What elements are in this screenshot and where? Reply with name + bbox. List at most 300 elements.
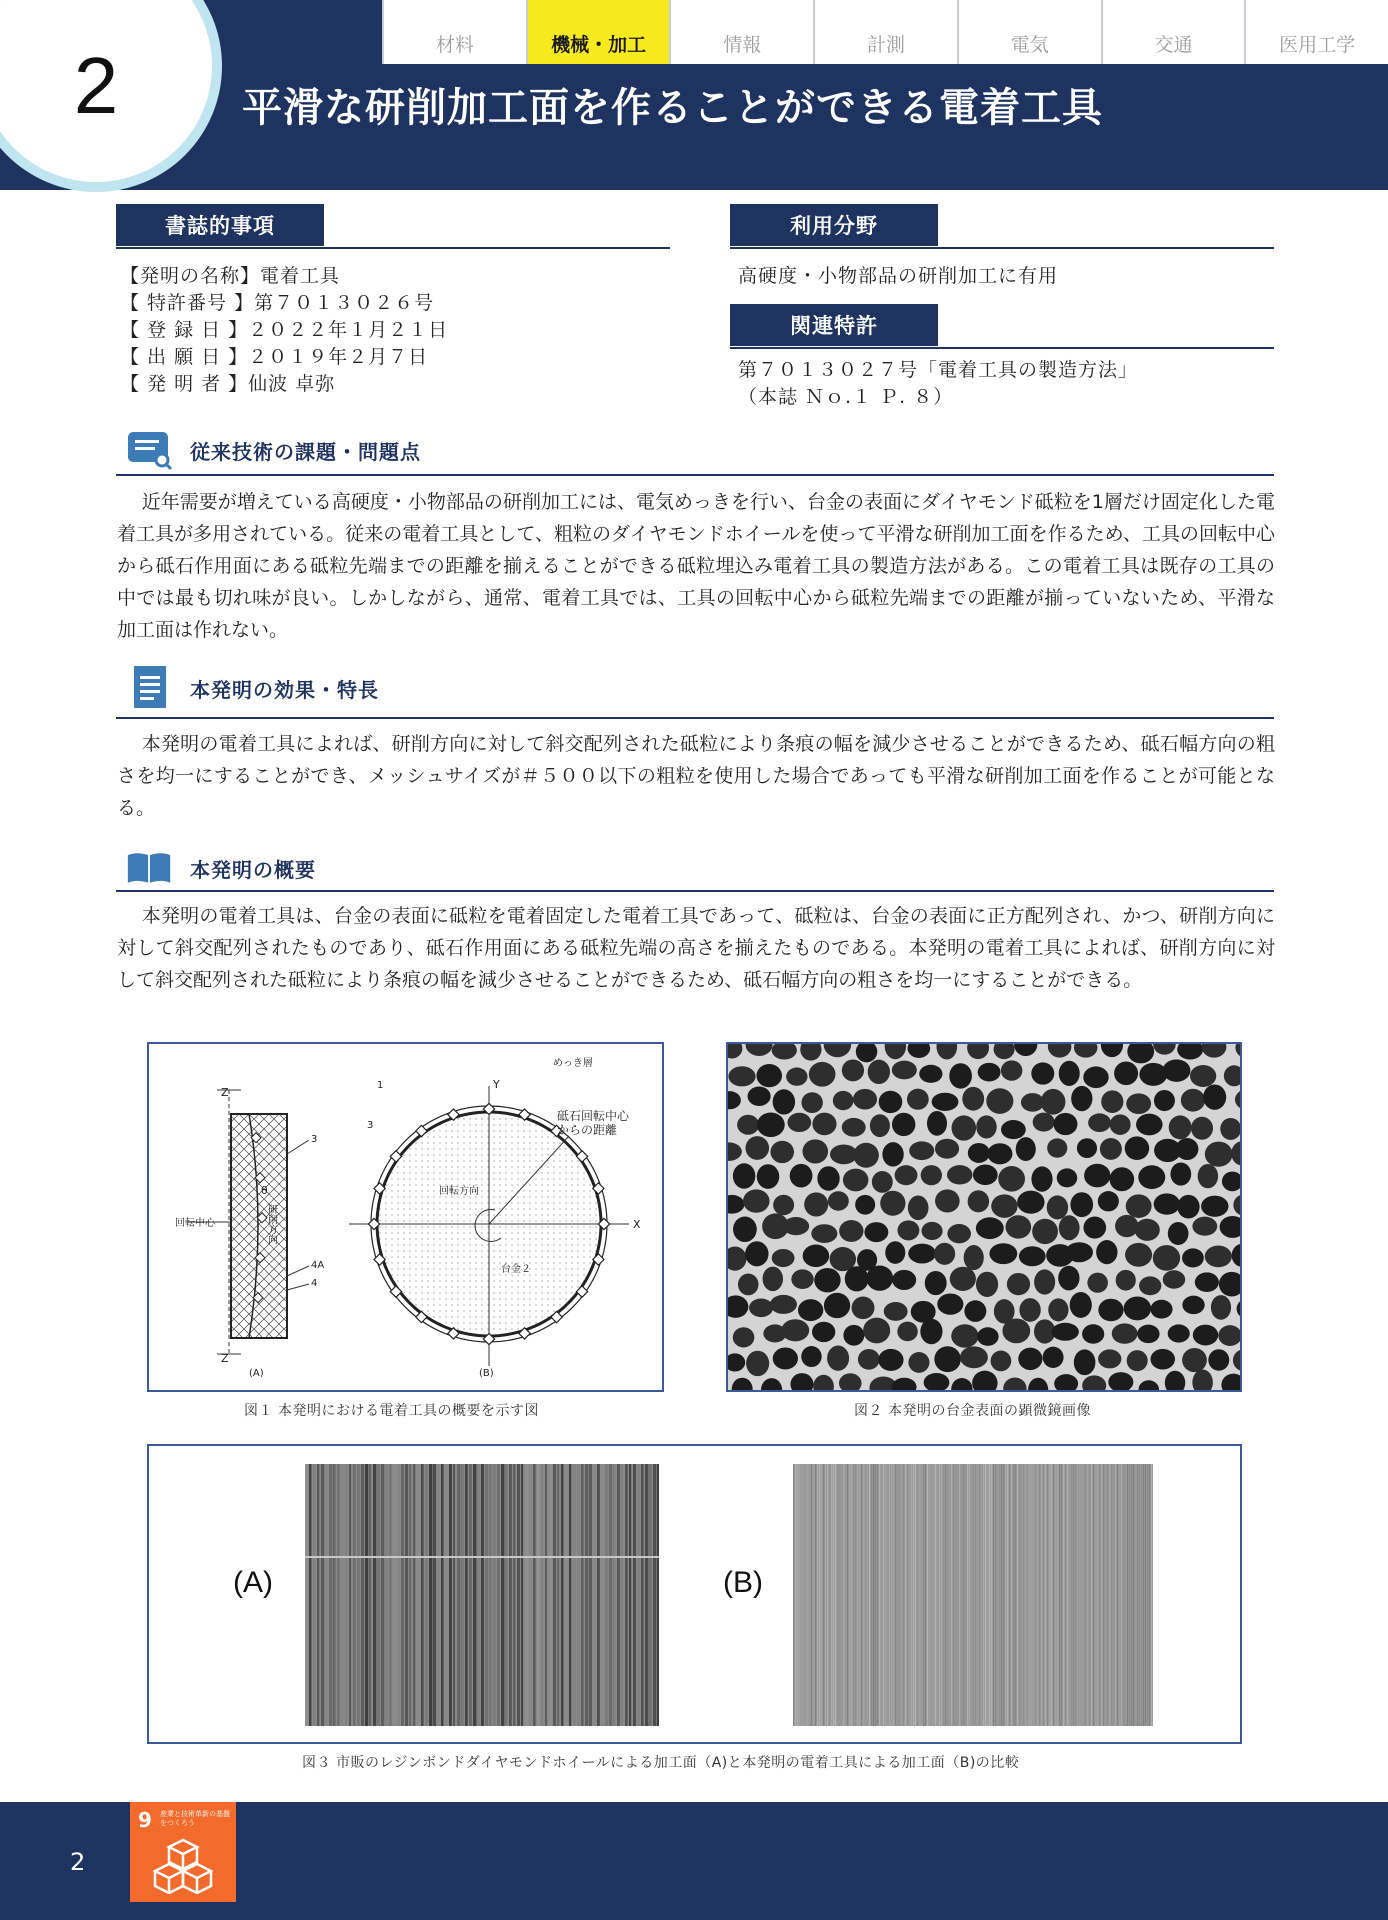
fine-stripe [903, 1464, 904, 1726]
fine-stripe [973, 1464, 974, 1726]
grain-spot [1001, 1120, 1026, 1139]
fine-stripe [913, 1464, 914, 1726]
grain-spot [1116, 1270, 1136, 1291]
usage-rule [730, 247, 1274, 249]
grain-spot [853, 1143, 879, 1168]
fig1-z-top: Z [221, 1086, 229, 1099]
groove-stripe [437, 1464, 440, 1726]
fine-stripe [965, 1464, 966, 1726]
fine-stripe [971, 1464, 972, 1726]
grain-spot [1198, 1164, 1218, 1188]
fine-stripe [1045, 1464, 1046, 1726]
grain-spot [728, 1353, 745, 1371]
grain-spot [790, 1164, 813, 1188]
grain-spot [882, 1142, 903, 1166]
grain-spot [1224, 1065, 1240, 1086]
groove-stripe [317, 1464, 319, 1726]
groove-stripe [469, 1464, 472, 1726]
grain-spot [976, 1115, 997, 1138]
grain-spot [934, 1346, 961, 1372]
grain-spot [936, 1044, 957, 1060]
grain-spot [1176, 1138, 1199, 1160]
figure3-caption: 図３ 市販のレジンボンドダイヤモンドホイールによる加工面（A)と本発明の電着工具による加工面（B)の比較 [302, 1755, 1020, 1771]
groove-stripe [329, 1464, 332, 1726]
groove-stripe [609, 1464, 612, 1726]
tab-measurement[interactable]: 計測 [813, 0, 957, 64]
groove-stripe [621, 1464, 623, 1726]
grain-spot [1235, 1044, 1240, 1059]
fine-stripe [947, 1464, 948, 1726]
grain-spot [728, 1066, 755, 1086]
grain-spot [1048, 1298, 1068, 1321]
fine-stripe [1037, 1464, 1038, 1726]
grain-spot [968, 1143, 990, 1163]
fine-stripe [1061, 1464, 1062, 1726]
fine-stripe [877, 1464, 878, 1726]
figure1-box [147, 1042, 664, 1392]
grain-spot [790, 1373, 813, 1390]
grain-spot [1139, 1063, 1167, 1086]
surface-b-texture [793, 1464, 1153, 1726]
grain-spot [892, 1270, 916, 1290]
groove-stripe [553, 1464, 556, 1726]
grain-spot [949, 1063, 972, 1088]
groove-stripe [569, 1464, 571, 1726]
grain-spot [801, 1092, 822, 1113]
fig1-plating: めっき層 [553, 1058, 593, 1069]
related-text [738, 357, 1138, 411]
fine-stripe [929, 1464, 930, 1726]
grain-spot [1124, 1296, 1151, 1320]
fine-stripe [993, 1464, 994, 1726]
grain-spot [1002, 1318, 1030, 1343]
grain-spot [1100, 1138, 1122, 1160]
fine-stripe [1017, 1464, 1018, 1726]
grain-spot [868, 1060, 890, 1084]
groove-stripe [385, 1464, 388, 1726]
problem-heading-text: 従来技術の課題・問題点 [190, 439, 421, 464]
grain-spot [1043, 1347, 1064, 1368]
fine-stripe [983, 1464, 984, 1726]
bib-invention-name: 【発明の名称】電着工具 [120, 265, 341, 287]
grain-spot [908, 1195, 929, 1220]
grain-spot [870, 1114, 890, 1137]
problem-heading [126, 430, 421, 470]
fine-stripe [1039, 1464, 1040, 1726]
grain-spot [976, 1272, 998, 1297]
fine-stripe [961, 1464, 962, 1726]
grain-spot [925, 1271, 947, 1295]
fine-stripe [941, 1464, 942, 1726]
groove-stripe [625, 1464, 628, 1726]
fine-stripe [1097, 1464, 1098, 1726]
fine-stripe [1113, 1464, 1114, 1726]
grain-spot [1057, 1168, 1078, 1187]
grain-spot [1098, 1299, 1123, 1322]
grain-spot [927, 1111, 947, 1136]
tab-medical[interactable]: 医用工学 [1244, 0, 1388, 64]
groove-stripe [585, 1464, 588, 1726]
grain-spot [733, 1163, 755, 1188]
grain-spot [885, 1241, 905, 1264]
fine-stripe [1095, 1464, 1096, 1726]
grain-spot [839, 1373, 862, 1390]
groove-stripe [413, 1464, 415, 1726]
grain-spot [801, 1346, 821, 1367]
groove-stripe [481, 1464, 484, 1726]
grain-spot [732, 1378, 753, 1390]
grain-spot [804, 1192, 828, 1216]
search-document-icon [126, 430, 172, 470]
fine-stripe [867, 1464, 868, 1726]
grain-spot [1110, 1114, 1131, 1135]
fine-stripe [911, 1464, 912, 1726]
grain-spot [853, 1089, 877, 1110]
grain-spot [746, 1351, 769, 1376]
groove-stripe [357, 1464, 360, 1726]
grain-spot [1126, 1194, 1152, 1218]
groove-stripe [593, 1464, 595, 1726]
fine-stripe [1145, 1464, 1146, 1726]
grain-spot [1153, 1044, 1176, 1055]
fine-stripe [959, 1464, 960, 1726]
grain-spot [892, 1061, 917, 1080]
grain-spot [1082, 1375, 1106, 1390]
grain-spot [1168, 1324, 1190, 1342]
tab-materials[interactable]: 材料 [382, 0, 526, 64]
groove-stripe [649, 1464, 652, 1726]
fine-stripe [871, 1464, 872, 1726]
grain-spot [978, 1063, 1001, 1082]
groove-stripe [561, 1464, 563, 1726]
grain-spot [1182, 1348, 1207, 1372]
fine-stripe [887, 1464, 888, 1726]
fine-stripe [943, 1464, 944, 1726]
micrograph-texture [728, 1044, 1240, 1390]
fine-stripe [975, 1464, 976, 1726]
grain-spot [1211, 1295, 1231, 1320]
fine-stripe [1129, 1464, 1130, 1726]
grain-spot [728, 1246, 747, 1270]
fine-stripe [999, 1464, 1000, 1726]
groove-stripe [393, 1464, 395, 1726]
fine-stripe [893, 1464, 894, 1726]
figure1-caption: 図１ 本発明における電着工具の概要を示す図 [244, 1403, 539, 1419]
groove-stripe [633, 1464, 636, 1726]
grain-spot [1237, 1299, 1240, 1319]
grain-spot [897, 1322, 917, 1342]
groove-stripe [321, 1464, 324, 1726]
fine-stripe [813, 1464, 814, 1726]
related-patent: 第７０１３０２７号「電着工具の製造方法」 [738, 359, 1139, 381]
grain-spot [962, 1087, 984, 1111]
tab-information[interactable]: 情報 [669, 0, 813, 64]
groove-stripe [577, 1464, 580, 1726]
fig1-rotation-center: 回転中心 [175, 1218, 215, 1229]
grain-spot [1048, 1044, 1072, 1058]
grain-spot [1098, 1191, 1119, 1211]
grain-spot [737, 1115, 759, 1135]
grain-spot [738, 1274, 759, 1296]
effect-heading-text: 本発明の効果・特長 [190, 677, 379, 702]
fine-stripe [873, 1464, 874, 1726]
groove-stripe [409, 1464, 411, 1726]
problem-rule [116, 474, 1274, 476]
grain-spot [745, 1136, 769, 1160]
sdg-number: 9 [138, 1808, 152, 1832]
groove-stripe [629, 1464, 631, 1726]
effect-heading [126, 668, 379, 708]
fine-stripe [861, 1464, 862, 1726]
fine-stripe [1035, 1464, 1036, 1726]
grain-spot [803, 1245, 830, 1268]
grain-spot [964, 1245, 984, 1270]
fine-stripe [1065, 1464, 1066, 1726]
groove-stripe [349, 1464, 351, 1726]
groove-stripe [645, 1464, 648, 1726]
tab-electric[interactable]: 電気 [957, 0, 1101, 64]
bib-inventor: 【 発 明 者 】仙波 卓弥 [120, 373, 336, 395]
bib-registration-date: 【 登 録 日 】２０２２年１月２１日 [120, 319, 449, 341]
groove-stripe [517, 1464, 520, 1726]
fine-stripe [863, 1464, 864, 1726]
fine-stripe [935, 1464, 936, 1726]
grain-spot [1032, 1219, 1058, 1244]
grain-spot [1127, 1044, 1154, 1063]
fine-stripe [1059, 1464, 1060, 1726]
grain-spot [1066, 1242, 1093, 1262]
fine-stripe [833, 1464, 834, 1726]
grain-spot [907, 1089, 929, 1110]
fine-stripe [1005, 1464, 1006, 1726]
groove-stripe [541, 1464, 543, 1726]
fine-stripe [851, 1464, 852, 1726]
groove-stripe [509, 1464, 512, 1726]
grain-spot [1135, 1219, 1160, 1241]
fine-stripe [829, 1464, 830, 1726]
fine-stripe [1029, 1464, 1030, 1726]
grain-spot [1084, 1164, 1110, 1188]
grain-spot [1007, 1273, 1030, 1295]
grain-spot [1181, 1089, 1205, 1112]
fine-stripe [1051, 1464, 1052, 1726]
grain-spot [947, 1224, 971, 1243]
fine-stripe [917, 1464, 918, 1726]
fine-stripe [865, 1464, 866, 1726]
fine-stripe [839, 1464, 840, 1726]
fine-stripe [1025, 1464, 1026, 1726]
fine-stripe [1139, 1464, 1140, 1726]
fine-stripe [905, 1464, 906, 1726]
grain-spot [1125, 1136, 1150, 1160]
fig1-dist-line1: 砥石回転中心 [557, 1109, 630, 1123]
fine-stripe [1007, 1464, 1008, 1726]
page-number: 2 [70, 1848, 86, 1876]
grain-spot [1218, 1325, 1240, 1346]
grain-spot [1192, 1217, 1217, 1236]
fine-stripe [823, 1464, 824, 1726]
fine-stripe [1049, 1464, 1050, 1726]
fine-stripe [879, 1464, 880, 1726]
grain-spot [1208, 1349, 1229, 1371]
groove-stripe [405, 1464, 408, 1726]
grain-spot [1153, 1245, 1180, 1271]
usage-text [738, 263, 1058, 290]
grain-spot [1077, 1138, 1097, 1158]
fine-stripe [1079, 1464, 1080, 1726]
fine-stripe [843, 1464, 844, 1726]
grain-spot [1074, 1044, 1098, 1058]
grain-spot [880, 1191, 905, 1216]
grain-spot [1016, 1137, 1036, 1161]
grain-spot [728, 1295, 748, 1317]
grain-spot [800, 1044, 821, 1061]
grain-spot [863, 1318, 890, 1344]
figure2-caption: 図２ 本発明の台金表面の顕微鏡画像 [854, 1403, 1091, 1419]
grain-spot [855, 1195, 875, 1215]
groove-stripe [421, 1464, 424, 1726]
fine-stripe [957, 1464, 958, 1726]
fine-stripe [885, 1464, 886, 1726]
grain-spot [786, 1067, 807, 1085]
groove-stripe [305, 1464, 308, 1726]
fine-stripe [937, 1464, 938, 1726]
fine-stripe [1089, 1464, 1090, 1726]
fine-stripe [1013, 1464, 1014, 1726]
overview-heading-text: 本発明の概要 [190, 857, 316, 882]
fine-stripe [931, 1464, 932, 1726]
grain-spot [828, 1191, 849, 1210]
grain-spot [879, 1091, 903, 1113]
grain-spot [964, 1300, 986, 1322]
groove-stripe [573, 1464, 576, 1726]
fine-stripe [1075, 1464, 1076, 1726]
grain-spot [1021, 1093, 1044, 1112]
groove-stripe [581, 1464, 584, 1726]
fine-stripe [1123, 1464, 1124, 1726]
grain-spot [1041, 1089, 1066, 1115]
groove-stripe [497, 1464, 500, 1726]
sdg-goal-badge [130, 1802, 236, 1902]
grain-spot [745, 1241, 768, 1266]
related-rule [730, 347, 1274, 349]
grain-spot [1059, 1215, 1080, 1240]
grain-spot [770, 1141, 794, 1163]
groove-stripe [345, 1464, 347, 1726]
groove-stripe [521, 1464, 523, 1726]
grain-spot [973, 1164, 998, 1185]
bib-patent-number: 【 特許番号 】第７０１３０２６号 [120, 292, 435, 314]
grain-spot [937, 1293, 963, 1314]
fig1-x: X [633, 1218, 641, 1231]
fine-stripe [977, 1464, 978, 1726]
grain-spot [1219, 1272, 1240, 1297]
grain-spot [856, 1044, 878, 1062]
grain-spot [1071, 1086, 1092, 1111]
grain-spot [864, 1222, 888, 1242]
groove-stripe [373, 1464, 376, 1726]
fine-stripe [1031, 1464, 1032, 1726]
fine-stripe [803, 1464, 804, 1726]
article-number: 2 [73, 41, 119, 130]
grain-spot [1136, 1114, 1163, 1136]
grain-spot [824, 1293, 850, 1318]
grain-spot [1150, 1349, 1175, 1370]
tab-transport[interactable]: 交通 [1101, 0, 1245, 64]
groove-stripe [461, 1464, 464, 1726]
grain-spot [1052, 1323, 1079, 1341]
grain-spot [772, 1249, 795, 1267]
grain-spot [1047, 1138, 1067, 1157]
grain-spot [1070, 1292, 1092, 1318]
groove-stripe [449, 1464, 452, 1726]
grain-spot [811, 1224, 837, 1243]
fine-stripe [817, 1464, 818, 1726]
fine-stripe [883, 1464, 884, 1726]
groove-stripe [433, 1464, 436, 1726]
fine-stripe [1069, 1464, 1070, 1726]
grain-spot [1232, 1244, 1240, 1267]
groove-stripe [429, 1464, 432, 1726]
grain-spot [976, 1217, 1004, 1239]
related-label: 関連特許 [730, 304, 938, 346]
fine-stripe [795, 1464, 796, 1726]
groove-stripe [537, 1464, 539, 1726]
grain-spot [1138, 1165, 1165, 1189]
grain-spot [757, 1113, 785, 1138]
fine-stripe [1057, 1464, 1058, 1726]
fine-stripe [1091, 1464, 1092, 1726]
fine-stripe [949, 1464, 950, 1726]
grain-spot [967, 1044, 989, 1059]
fig1-num-4a: 4A [311, 1260, 325, 1271]
grain-spot [991, 1351, 1012, 1372]
grain-spot [892, 1113, 915, 1136]
tab-mechanical[interactable]: 機械・加工 [526, 0, 670, 64]
grain-spot [892, 1378, 917, 1390]
fine-stripe [985, 1464, 986, 1726]
grain-spot [1110, 1167, 1135, 1191]
grain-spot [951, 1324, 978, 1348]
grain-spot [1170, 1162, 1191, 1185]
grain-spot [772, 1044, 797, 1060]
fine-stripe [801, 1464, 802, 1726]
fine-stripe [925, 1464, 926, 1726]
grain-spot [1054, 1374, 1078, 1390]
fine-stripe [847, 1464, 848, 1726]
grain-spot [833, 1091, 854, 1110]
grain-spot [1177, 1044, 1203, 1060]
grain-spot [1101, 1090, 1123, 1113]
groove-stripe [641, 1464, 644, 1726]
fine-stripe [1141, 1464, 1142, 1726]
grain-spot [1154, 1090, 1175, 1111]
grain-spot [817, 1166, 839, 1190]
grain-spot [830, 1144, 857, 1164]
groove-stripe [493, 1464, 496, 1726]
groove-stripe [637, 1464, 640, 1726]
fine-stripe [897, 1464, 898, 1726]
grain-spot [842, 1118, 866, 1137]
fine-stripe [1033, 1464, 1034, 1726]
fine-stripe [853, 1464, 854, 1726]
grain-spot [895, 1165, 918, 1185]
grain-spot [802, 1139, 828, 1163]
groove-stripe [505, 1464, 508, 1726]
fine-stripe [1021, 1464, 1022, 1726]
grain-spot [1028, 1378, 1048, 1390]
groove-stripe [417, 1464, 420, 1726]
